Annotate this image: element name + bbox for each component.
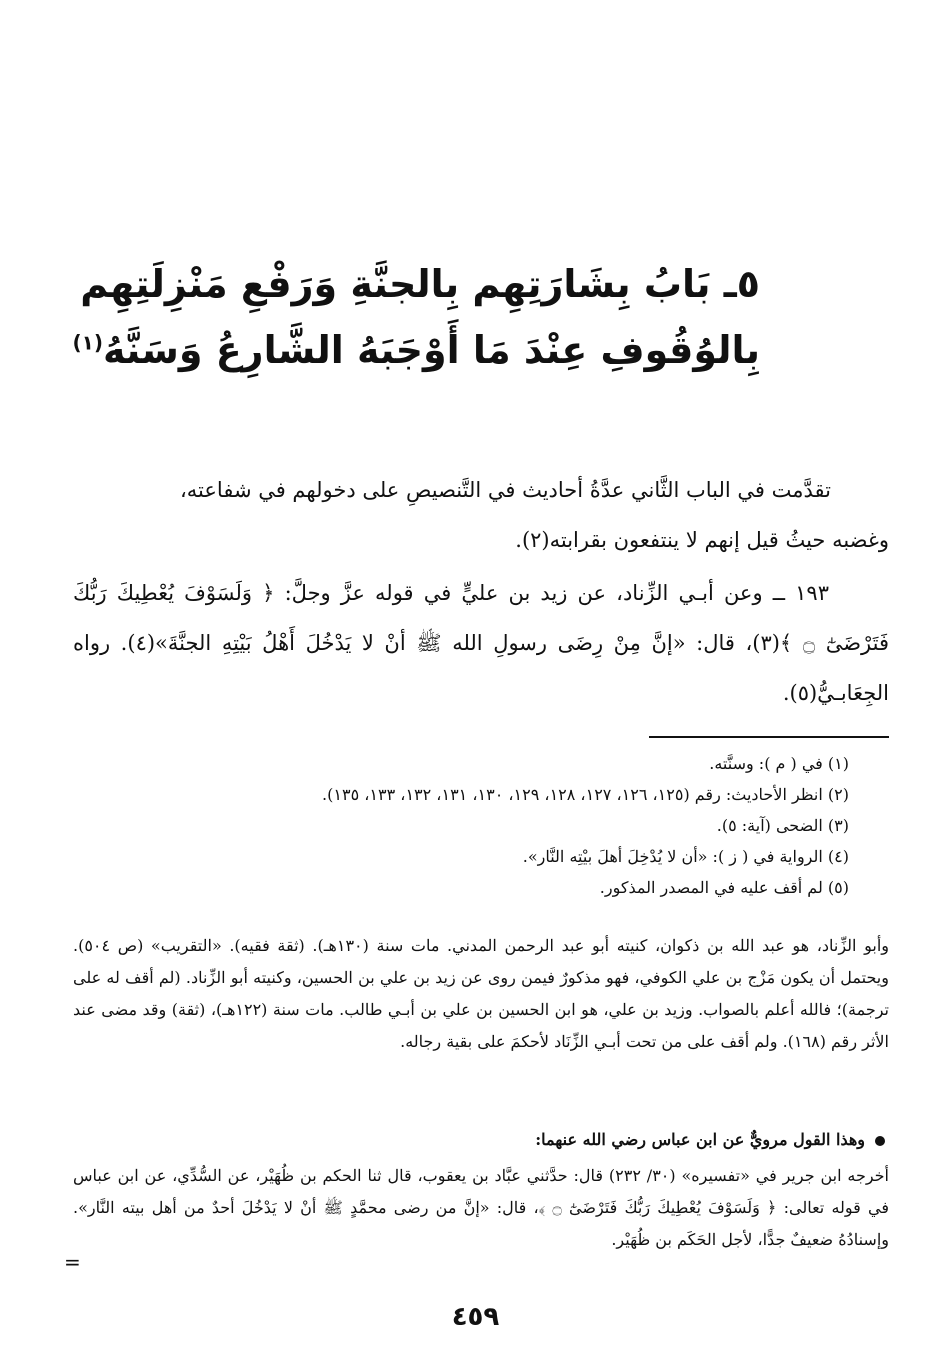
intro-paragraph <box>73 465 889 565</box>
chapter-title-text-1: ٥ـ بَابُ بِشَارَتِهِم بِالجنَّةِ وَرَفْعِ مَنْزِلَتِهِم <box>80 262 760 306</box>
continuation-mark: = <box>64 1250 81 1274</box>
intro-line-1: تقدَّمت في الباب الثَّاني عدَّةُ أحاديث في التَّنصيصِ على دخولهم في شفاعته، <box>180 478 831 502</box>
chapter-title-line-1 <box>80 262 760 308</box>
bullet-icon <box>875 1136 885 1146</box>
chapter-footnote-ref: (١) <box>72 330 103 355</box>
hadith-paragraph <box>73 568 889 718</box>
hadith-text: ــ وعن أبـي الزِّناد، عن زيد بن عليٍّ في قوله عزَّ وجلَّ: ﴿ وَلَسَوْفَ يُعْطِيكَ رَبُّكَ فَتَرْضَىٰٓ ۝ ﴾(٣)، قال: «إنَّ مِنْ رِضَى رسولِ الله ﷺ أنْ لا يَدْخُلَ أَهْلُ بَيْتِهِ الجنَّةَ»(٤). رواه الجِعَابـيُّ(٥). <box>73 581 889 705</box>
footnote-1: (١) في ( م ): وسنَّته. <box>709 754 849 773</box>
hadith-number: ١٩٣ <box>795 581 829 605</box>
footnote-list <box>69 748 849 903</box>
footnote-commentary-2: أخرجه ابن جرير في «تفسيره» (٣٠/ ٢٣٢) قال: حدَّثني عبَّاد بن يعقوب، قال ثنا الحكم بن ظُهَيْر، عن السُّدِّي، عن ابن عباس في قوله تعالى: ﴿ وَلَسَوْفَ يُعْطِيكَ رَبُّكَ فَتَرْضَىٰٓ ۝ ﴾، قال: «إنَّ من رضى محمَّدٍ ﷺ أنْ لا يَدْخُلَ أحدٌ من أهل بيته النَّار». وإسنادُهُ ضعيفٌ جدًّا، لأجل الحَكَم بن ظُهَيْر. <box>73 1166 890 1249</box>
bullet-heading <box>535 1124 885 1156</box>
chapter-title-line-2 <box>72 328 760 374</box>
footnote-commentary: وأبو الزِّناد، هو عبد الله بن ذكوان، كنيته أبو عبد الرحمن المدني. مات سنة (١٣٠هـ). (ثقة فقيه). «التقريب» (ص ٥٠٤). ويحتمل أن يكون مَزْج بن علي الكوفي، فهو مذكورٌ فيمن روى عن زيد بن علي بن الحسين، وكنيته أبو الزِّناد. (لم أقف له على ترجمة)؛ فالله أعلم بالصواب. وزيد بن علي، هو ابن الحسين بن علي بن أبـي طالب. مات سنة (١٢٢هـ)، (ثقة) وقد مضى عند الأثر رقم (١٦٨). ولم أقف على من تحت أبـي الزِّنَاد لأحكمَ على بقية رجاله. <box>73 936 890 1051</box>
chapter-title-text-2: بِالوُقُوفِ عِنْدَ مَا أَوْجَبَهُ الشَّارِعُ وَسَنَّهُ <box>102 328 760 372</box>
intro-line-2: وغضبه حيثُ قيل إنهم لا ينتفعون بقرابته(٢). <box>515 528 889 552</box>
footnote-4: (٤) الرواية في ( ز ): «أن لا يُدْخِلَ أهلَ بيْتِه النَّار». <box>522 847 849 866</box>
footnote-5: (٥) لم أقف عليه في المصدر المذكور. <box>599 878 849 897</box>
footnote-2: (٢) انظر الأحاديث: رقم (١٢٥، ١٢٦، ١٢٧، ١٢٨، ١٢٩، ١٣٠، ١٣١، ١٣٢، ١٣٣، ١٣٥). <box>322 785 849 804</box>
footnote-divider <box>649 736 889 738</box>
bullet-heading-text: وهذا القول مرويٌّ عن ابن عباس رضي الله عنهما: <box>535 1130 865 1149</box>
footnote-3: (٣) الضحى (آية: ٥). <box>716 816 849 835</box>
page-number: ٤٥٩ <box>451 1302 500 1332</box>
